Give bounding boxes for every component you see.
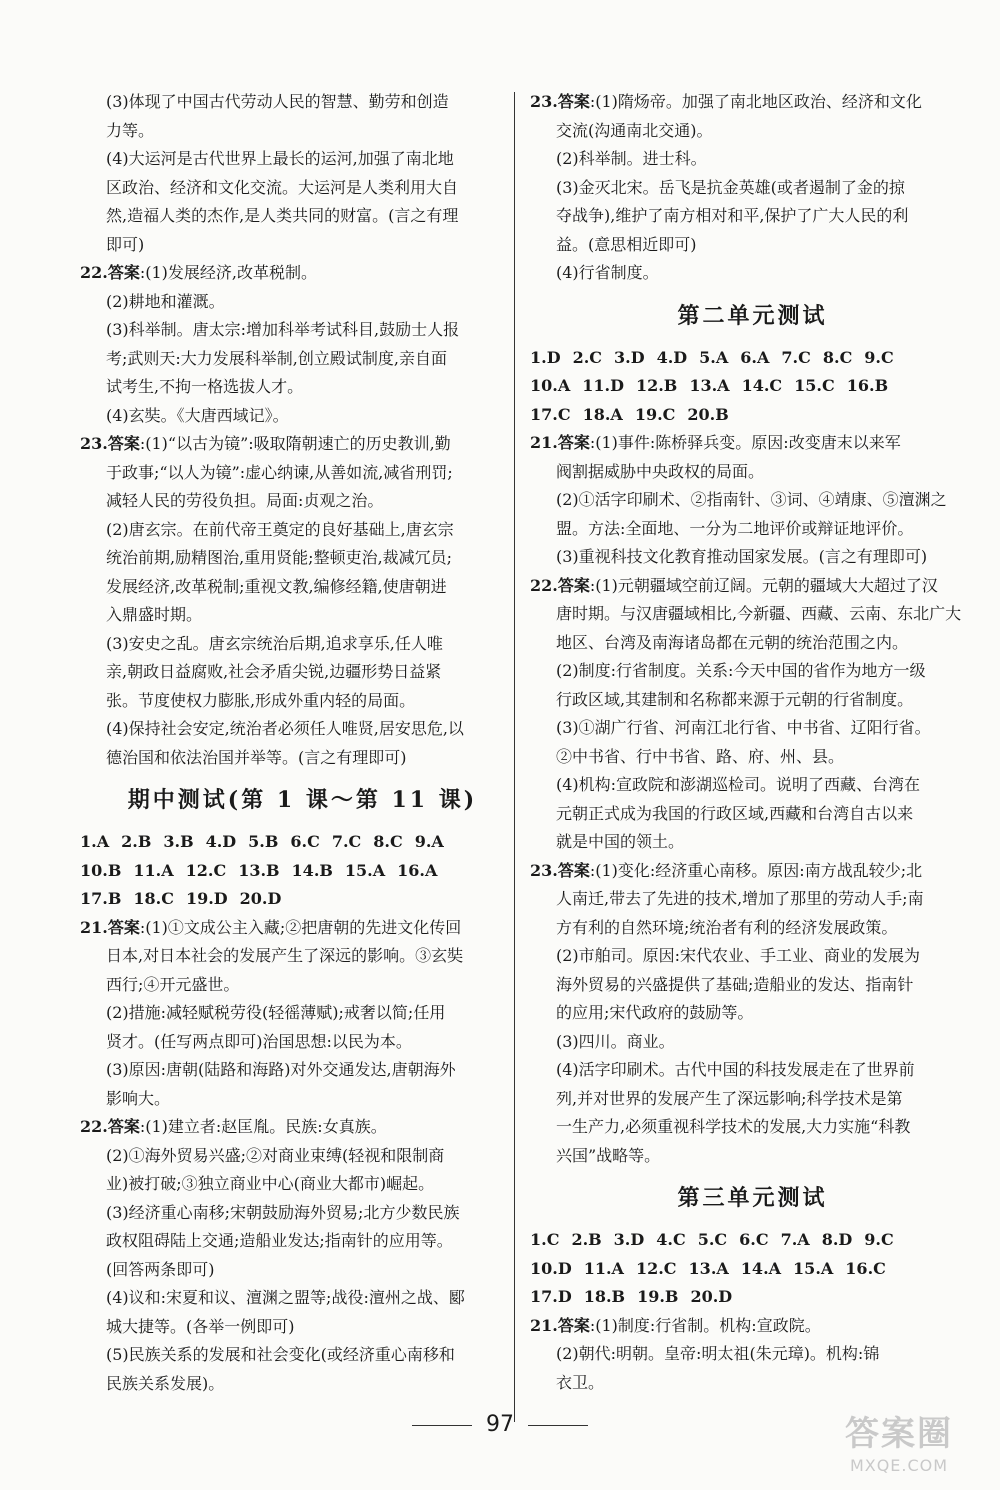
question-number: 23.	[80, 434, 108, 453]
choice-answer: 2.B	[121, 832, 152, 851]
answer-text-line: (3)安史之乱。唐玄宗统治后期,追求享乐,任人唯	[106, 633, 443, 653]
answer-label: 答案	[557, 92, 590, 111]
answer-text-line: 贤才。(任写两点即可)治国思想:以民为本。	[106, 1031, 412, 1051]
choice-answer: 6.C	[290, 832, 320, 851]
answer-text-line: 地区、台湾及南海诸岛都在元朝的统治范围之内。	[556, 632, 909, 652]
answer-label: 答案	[557, 575, 590, 595]
answer-text-line: 衣卫。	[556, 1372, 605, 1392]
watermark-logo	[824, 1412, 974, 1482]
answer-text-line: 业)被打破;③独立商业中心(商业大都市)崛起。	[106, 1174, 435, 1193]
question-number: 21.	[530, 433, 558, 452]
answer-text-line: (3)①湖广行省、河南江北行省、中书省、辽阳行省。	[556, 718, 931, 737]
answer-text-line: (2)措施:减轻赋税劳役(轻徭薄赋);戒奢以简;任用	[106, 1003, 446, 1022]
question-answer-line	[80, 259, 525, 288]
answer-text-line: (3)四川。商业。	[556, 1031, 675, 1051]
question-answer-line	[80, 430, 525, 459]
choice-answer: 14.C	[741, 376, 783, 395]
answer-text-line: 入鼎盛时期。	[106, 605, 203, 624]
question-answer-line	[530, 88, 975, 117]
choice-answer: 17.C	[530, 404, 571, 424]
answer-text-line: 考;武则天:大力发展科举制,创立殿试制度,亲自面	[106, 348, 447, 368]
answer-label: 答案	[557, 1315, 590, 1335]
choice-answer: 18.A	[582, 404, 623, 424]
answer-text-line: 行政区域,其建制和名称都来源于元朝的行省制度。	[556, 689, 914, 709]
answer-text-line: 统治前期,励精图治,重用贤能;整顿吏治,裁减冗员;	[106, 548, 453, 567]
question-number: 22.	[530, 575, 558, 595]
answer-text-line: (4)大运河是古代世界上最长的运河,加强了南北地	[106, 149, 454, 168]
choice-answer: 12.C	[185, 860, 227, 880]
choice-answer: 19.D	[185, 889, 228, 908]
choice-answer: 7.C	[331, 832, 362, 851]
answer-text-line: (3)金灭北宋。岳飞是抗金英雄(或者遏制了金的掠	[556, 177, 905, 197]
answer-text-line: 日本,对日本社会的发展产生了深远的影响。③玄奘	[106, 946, 464, 965]
answer-text-line: (2)①活字印刷术、②指南针、③词、④靖康、⑤澶渊之	[556, 490, 947, 509]
answer-text-line: (4)保持社会安定,统治者必须任人唯贤,居安思危,以	[106, 719, 464, 738]
answer-text-line: 试考生,不拘一格选拔人才。	[106, 377, 304, 396]
choice-answer-row	[530, 1255, 975, 1284]
choice-answer: 5.C	[697, 1230, 728, 1249]
question-answer-line	[530, 572, 975, 601]
answer-label: 答案	[107, 434, 140, 453]
choice-answer: 20.B	[687, 404, 729, 424]
choice-answer: 1.D	[530, 347, 561, 367]
answer-text-line: (2)市舶司。原因:宋代农业、手工业、商业的发展为	[556, 946, 921, 965]
choice-answer: 11.A	[583, 1258, 624, 1278]
choice-answer: 1.C	[530, 1230, 560, 1249]
question-answer-line	[80, 1113, 525, 1142]
answer-text-line: 列,并对世界的发展产生了深远影响;科学技术是第	[556, 1088, 903, 1108]
question-number: 21.	[530, 1315, 558, 1335]
choice-answer: 9.A	[414, 832, 444, 851]
answer-text-line: (3)科举制。唐太宗:增加科举考试科目,鼓励士人报	[106, 320, 460, 339]
answer-text: :(1)事件:陈桥驿兵变。原因:改变唐末以来军	[589, 433, 901, 452]
answer-text: :(1)元朝疆域空前辽阔。元朝的疆域大大超过了汉	[589, 575, 938, 595]
answer-text-line: 亲,朝政日益腐败,社会矛盾尖锐,边疆形势日益紧	[106, 662, 442, 681]
choice-answer: 4.D	[205, 832, 237, 851]
choice-answer: 3.B	[163, 832, 194, 851]
answer-text-line: 即可)	[106, 234, 145, 254]
choice-answer: 16.A	[397, 860, 438, 880]
choice-answer: 15.A	[344, 860, 386, 880]
choice-answer: 15.A	[793, 1258, 834, 1278]
choice-answer: 9.C	[864, 347, 894, 367]
page-number-rule-right	[528, 1425, 588, 1426]
answer-text-line: 民族关系发展)。	[106, 1373, 225, 1393]
answer-text-line: (4)活字印刷术。古代中国的科技发展走在了世界前	[556, 1060, 915, 1079]
section-heading: 第二单元测试	[677, 302, 828, 329]
choice-answer: 15.C	[794, 376, 835, 395]
choice-answer-row	[530, 1226, 975, 1255]
page-number-rule-left	[412, 1425, 472, 1426]
answer-label: 答案	[107, 263, 140, 282]
choice-answer: 17.B	[80, 889, 122, 908]
choice-answer: 8.C	[373, 832, 403, 851]
answer-text-line: 区政治、经济和文化交流。大运河是人类利用大自	[106, 177, 459, 197]
choice-answer: 3.D	[613, 1230, 645, 1249]
choice-answer: 4.C	[656, 1230, 686, 1249]
answer-text-line: (3)重视科技文化教育推动国家发展。(言之有理即可)	[556, 547, 928, 566]
choice-answer: 4.D	[656, 347, 688, 367]
choice-answer: 12.C	[635, 1258, 677, 1278]
question-number: 22.	[80, 263, 108, 282]
answer-text-line: 然,造福人类的杰作,是人类共同的财富。(言之有理	[106, 206, 459, 225]
answer-text-line: 城大捷等。(各举一例即可)	[106, 1316, 295, 1336]
choice-answer: 7.A	[780, 1230, 810, 1249]
left-column	[80, 88, 525, 1398]
answer-text-line: 益。(意思相近即可)	[556, 234, 697, 254]
answer-text-line: 海外贸易的兴盛提供了基础;造船业的发达、指南针	[556, 974, 914, 994]
choice-answer: 6.A	[740, 347, 770, 367]
answer-text: :(1)隋炀帝。加强了南北地区政治、经济和文化	[589, 92, 922, 111]
question-number: 22.	[80, 1117, 108, 1136]
answer-text-line: 唐时期。与汉唐疆域相比,今新疆、西藏、云南、东北广大	[556, 604, 962, 623]
choice-answer: 5.B	[248, 832, 279, 851]
choice-answer: 8.D	[821, 1230, 853, 1249]
answer-text: :(1)变化:经济重心南移。原因:南方战乱较少;北	[589, 860, 923, 880]
answer-text: :(1)“以古为镜”:吸取隋朝速亡的历史教训,勤	[139, 434, 451, 453]
question-answer-line	[530, 1312, 975, 1341]
choice-answer: 12.B	[635, 376, 678, 395]
choice-answer: 11.A	[133, 860, 174, 880]
answer-text-line: (4)玄奘。《大唐西域记》。	[106, 405, 289, 425]
answer-text-line: (4)议和:宋夏和议、澶渊之盟等;战役:澶州之战、郾	[106, 1288, 465, 1307]
answer-label: 答案	[557, 433, 590, 452]
choice-answer: 3.D	[614, 347, 645, 367]
answer-text-line: 元朝正式成为我国的行政区域,西藏和台湾自古以来	[556, 803, 914, 823]
answer-text-line: 阀割据威胁中央政权的局面。	[556, 461, 765, 481]
answer-label: 答案	[107, 917, 140, 937]
question-number: 21.	[80, 917, 108, 937]
question-answer-line	[80, 914, 525, 943]
choice-answer: 1.A	[80, 832, 110, 851]
choice-answer: 16.B	[846, 376, 889, 395]
right-column	[530, 88, 975, 1397]
choice-answer: 16.C	[845, 1258, 886, 1278]
choice-answer: 19.B	[637, 1287, 679, 1306]
choice-answer-row	[530, 1283, 975, 1312]
choice-answer-row	[530, 372, 975, 401]
section-heading: 期中测试(第 1 课～第 11 课)	[127, 787, 478, 813]
page-number-text: 97	[486, 1412, 514, 1437]
answer-text-line: 方有利的自然环境;统治者有利的经济发展政策。	[556, 917, 898, 937]
answer-text-line: 交流(沟通南北交通)。	[556, 120, 713, 140]
column-divider	[514, 92, 515, 1422]
choice-answer: 17.D	[530, 1287, 572, 1306]
answer-text-line: (回答两条即可)	[106, 1259, 215, 1279]
answer-text-line: (2)唐玄宗。在前代帝王奠定的良好基础上,唐玄宗	[106, 519, 454, 539]
answer-text-line: 张。节度使权力膨胀,形成外重内轻的局面。	[106, 690, 416, 710]
watermark-site-text: MXQE.COM	[849, 1456, 949, 1475]
answer-text-line: (2)耕地和灌溉。	[106, 291, 225, 311]
answer-text-line: 力等。	[106, 120, 155, 140]
answer-text-line: 德治国和依法治国并举等。(言之有理即可)	[106, 747, 407, 767]
answer-label: 答案	[557, 860, 590, 880]
choice-answer-row	[530, 401, 975, 430]
choice-answer: 7.C	[781, 347, 811, 367]
choice-answer-row	[80, 857, 525, 886]
answer-text-line: 一生产力,必须重视科学技术的发展,大力实施“科教	[556, 1117, 911, 1136]
answer-text-line: 西行;④开元盛世。	[106, 974, 240, 994]
answer-text-line: (2)①海外贸易兴盛;②对商业束缚(轻视和限制商	[106, 1145, 445, 1165]
choice-answer: 18.C	[133, 889, 174, 908]
choice-answer: 6.C	[739, 1230, 769, 1249]
choice-answer-row	[80, 885, 525, 914]
answer-text-line: 的应用;宋代政府的鼓励等。	[556, 1003, 754, 1022]
choice-answer: 10.D	[530, 1258, 572, 1278]
question-answer-line	[530, 857, 975, 886]
answer-text-line: 盟。方法:全面地、一分为二地评价或辩证地评价。	[556, 518, 914, 538]
answer-text-line: 人南迁,带去了先进的技术,增加了那里的劳动人手;南	[556, 889, 924, 908]
choice-answer: 10.A	[530, 376, 571, 395]
answer-text-line: (3)原因:唐朝(陆路和海路)对外交通发达,唐朝海外	[106, 1060, 456, 1079]
answer-text-line: 兴国”战略等。	[556, 1145, 661, 1165]
choice-answer: 19.C	[634, 404, 676, 424]
choice-answer-row	[530, 344, 975, 373]
question-number: 23.	[530, 92, 558, 111]
answer-text-line: (3)体现了中国古代劳动人民的智慧、勤劳和创造	[106, 92, 449, 111]
answer-label: 答案	[107, 1117, 140, 1136]
answer-text: :(1)发展经济,改革税制。	[139, 263, 318, 282]
answer-text-line: 就是中国的领土。	[556, 832, 685, 851]
answer-text-line: 发展经济,改革税制;重视文教,编修经籍,使唐朝进	[106, 576, 447, 596]
choice-answer: 9.C	[864, 1230, 894, 1249]
choice-answer: 20.D	[239, 889, 282, 908]
choice-answer: 13.B	[238, 860, 280, 880]
section-heading: 第三单元测试	[677, 1185, 828, 1211]
answer-text-line: ②中书省、行中书省、路、府、州、县。	[556, 746, 845, 766]
choice-answer: 2.C	[572, 347, 603, 367]
answer-text-line: 夺战争),维护了南方相对和平,保护了广大人民的利	[556, 206, 909, 225]
choice-answer: 13.A	[688, 1258, 729, 1278]
choice-answer-row	[80, 828, 525, 857]
answer-text-line: (2)制度:行省制度。关系:今天中国的省作为地方一级	[556, 661, 926, 680]
choice-answer: 18.B	[583, 1287, 626, 1306]
watermark-logo-text: 答案圈	[845, 1414, 953, 1454]
choice-answer: 11.D	[582, 376, 624, 395]
answer-text: :(1)建立者:赵匡胤。民族:女真族。	[139, 1117, 387, 1136]
answer-text-line: (2)朝代:明朝。皇帝:明太祖(朱元璋)。机构:锦	[556, 1344, 880, 1363]
answer-text: :(1)制度:行省制。机构:宣政院。	[589, 1315, 821, 1335]
question-number: 23.	[530, 860, 558, 880]
choice-answer: 13.A	[689, 376, 730, 395]
answer-text-line: (3)经济重心南移;宋朝鼓励海外贸易;北方少数民族	[106, 1202, 460, 1222]
choice-answer: 14.B	[291, 860, 333, 880]
choice-answer: 8.C	[822, 347, 853, 367]
answer-text-line: 于政事;“以人为镜”:虚心纳谏,从善如流,减省刑罚;	[106, 462, 453, 482]
answer-text-line: 政权阻碍陆上交通;造船业发达;指南针的应用等。	[106, 1231, 453, 1250]
choice-answer: 20.D	[690, 1287, 733, 1306]
answer-text: :(1)①文成公主入藏;②把唐朝的先进文化传回	[139, 917, 462, 937]
answer-text-line: 影响大。	[106, 1088, 171, 1108]
answer-text-line: 减轻人民的劳役负担。局面:贞观之治。	[106, 491, 384, 510]
choice-answer: 5.A	[699, 347, 729, 367]
answer-text-line: (4)行省制度。	[556, 263, 659, 282]
choice-answer: 10.B	[80, 860, 122, 880]
choice-answer: 2.B	[571, 1230, 602, 1249]
answer-text-line: (5)民族关系的发展和社会变化(或经济重心南移和	[106, 1345, 455, 1364]
answer-text-line: (2)科举制。进士科。	[556, 149, 707, 168]
choice-answer: 14.A	[740, 1258, 782, 1278]
question-answer-line	[530, 429, 975, 458]
answer-text-line: (4)机构:宣政院和澎湖巡检司。说明了西藏、台湾在	[556, 775, 921, 794]
